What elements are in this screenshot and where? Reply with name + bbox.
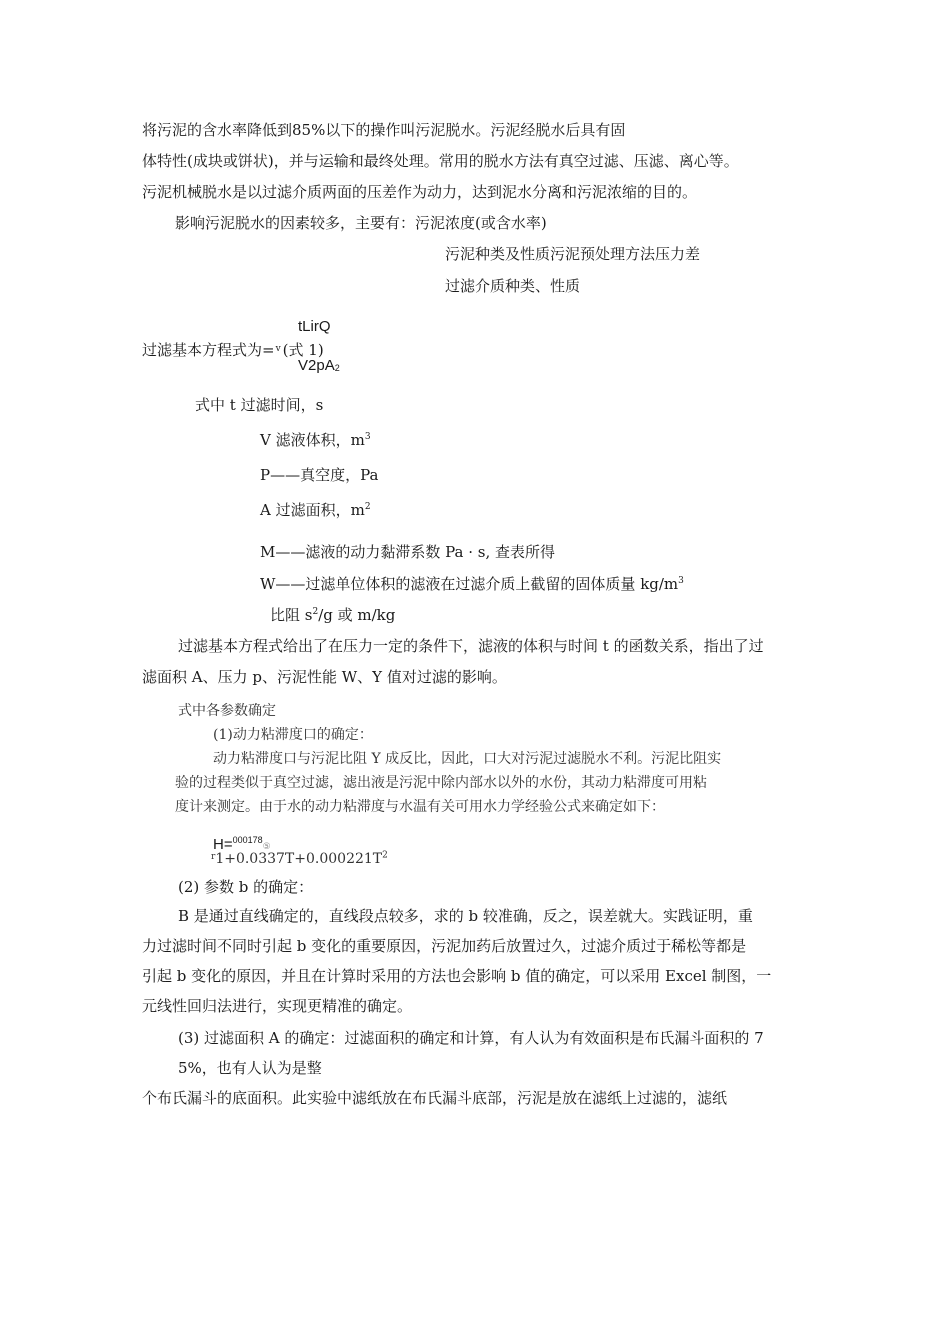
variable-r-post: /g 或 m/kg — [318, 606, 396, 624]
paragraph-line: 元线性回归法进行，实现更精准的确定。 — [142, 997, 413, 1015]
variable-v — [260, 430, 371, 450]
factors-item: 过滤介质种类、性质 — [445, 277, 581, 295]
paragraph-line: 滤面积 A、压力 p、污泥性能 W、Y 值对过滤的影响。 — [142, 668, 507, 686]
variable-w-sup: 3 — [678, 576, 684, 586]
variable-r-pre: 比阻 s — [270, 606, 313, 624]
equation-denominator-sub: 2 — [334, 363, 340, 373]
formula-pre: r — [211, 852, 216, 862]
equation-denominator-text: V2pA — [298, 357, 335, 374]
formula-denominator: 1+0.0337T+0.000221T — [215, 851, 383, 867]
equation-v-mark: v — [275, 344, 281, 354]
formula-h: H= — [213, 836, 233, 853]
variable-w — [260, 574, 684, 594]
factors-item: 污泥种类及性质污泥预处理方法压力差 — [445, 245, 701, 263]
variable-r — [270, 605, 395, 625]
viscosity-formula-bottom — [211, 847, 388, 869]
variable-mu: M——滤液的动力黏滞系数 Pa · s, 查表所得 — [260, 543, 556, 561]
paragraph-line: 力过滤时间不同时引起 b 变化的重要原因，污泥加药后放置过久，过滤介质过于稀松等都是 — [142, 937, 747, 955]
equation-tag: (式 1) — [282, 341, 324, 359]
equation-denominator — [298, 356, 340, 378]
variable-a — [260, 500, 371, 520]
variable-p: P——真空度，Pa — [260, 466, 379, 484]
paragraph-line: 过滤基本方程式给出了在压力一定的条件下，滤液的体积与时间 t 的函数关系，指出了过 — [178, 637, 764, 655]
paragraph-line: 引起 b 变化的原因，并且在计算时采用的方法也会影响 b 值的确定，可以采用 Excel 制图，一 — [142, 967, 772, 985]
paragraph-line: 动力粘滞度口与污泥比阻 Y 成反比，因此，口大对污泥过滤脱水不利。污泥比阻实 — [213, 751, 722, 767]
paragraph-line: (3) 过滤面积 A 的确定：过滤面积的确定和计算，有人认为有效面积是布氏漏斗面积的 7 — [178, 1029, 764, 1047]
params-sub2-heading: (2) 参数 b 的确定： — [178, 878, 314, 896]
paragraph-line: 个布氏漏斗的底面积。此实验中滤纸放在布氏漏斗底部，污泥是放在滤纸上过滤的，滤纸 — [142, 1089, 728, 1107]
variable-t: 式中 t 过滤时间，s — [195, 396, 324, 414]
variable-w-text: W——过滤单位体积的滤液在过滤介质上截留的固体质量 kg/m — [260, 575, 679, 593]
factors-intro: 影响污泥脱水的因素较多，主要有：污泥浓度(或含水率) — [175, 214, 547, 232]
variable-r-sup: 2 — [312, 607, 319, 617]
paragraph-line: 污泥机械脱水是以过滤介质两面的压差作为动力，达到泥水分离和污泥浓缩的目的。 — [142, 183, 698, 201]
paragraph-line: 度计来测定。由于水的动力粘滞度与水温有关可用水力学经验公式来确定如下： — [175, 799, 665, 815]
equation-numerator: tLirQ — [298, 318, 331, 335]
params-heading: 式中各参数确定 — [178, 703, 276, 719]
params-sub1-heading: (1)动力粘滞度口的确定： — [213, 727, 373, 743]
formula-numerator: 000178 — [232, 835, 263, 845]
paragraph-line: 将污泥的含水率降低到85%以下的操作叫污泥脱水。污泥经脱水后具有固 — [142, 121, 626, 139]
variable-v-text: V 滤液体积，m — [260, 431, 365, 449]
paragraph-line: 验的过程类似于真空过滤，滤出液是污泥中除内部水以外的水份，其动力粘滞度可用粘 — [175, 775, 707, 791]
paragraph-line: 5%，也有人认为是整 — [178, 1059, 322, 1077]
paragraph-line: 体特性(成块或饼状)，并与运输和最终处理。常用的脱水方法有真空过滤、压滤、离心等。 — [142, 152, 739, 170]
paragraph-line: B 是通过直线确定的，直线段点较多，求的 b 较准确，反之，误差就大。实践证明，重 — [178, 907, 753, 925]
variable-v-sup: 3 — [364, 432, 371, 442]
variable-a-text: A 过滤面积，m — [260, 501, 365, 519]
formula-denominator-sup: 2 — [382, 850, 388, 861]
equation-label-text: 过滤基本方程式为= — [142, 341, 275, 359]
formula-circle-mark: ⑤ — [262, 841, 271, 851]
equation-label — [142, 339, 324, 360]
variable-a-sup: 2 — [364, 502, 371, 512]
